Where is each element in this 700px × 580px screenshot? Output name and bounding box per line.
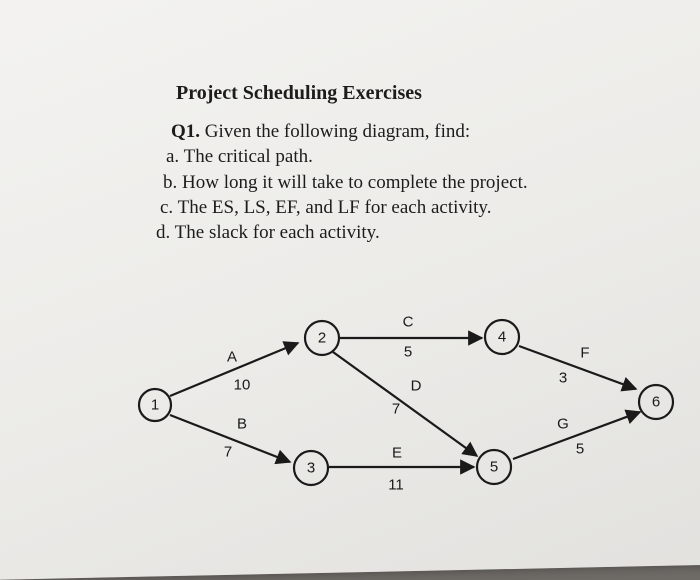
svg-text:4: 4 [497, 328, 507, 346]
part-label: c. [160, 197, 174, 218]
activity-e-name: E [391, 444, 403, 462]
part-label: d. [156, 222, 171, 243]
node-5 [477, 450, 511, 484]
activity-b-name: B [236, 415, 248, 433]
part-label: b. [163, 172, 178, 193]
part-text: The slack for each activity. [174, 222, 380, 243]
svg-text:3: 3 [306, 459, 316, 477]
node-3 [294, 451, 328, 485]
activity-a-duration: 10 [233, 376, 251, 394]
part-text: How long it will take to complete the project. [182, 172, 528, 193]
activity-d-name: D [410, 377, 422, 395]
activity-d-arrow [333, 352, 477, 456]
activity-a-name: A [226, 348, 238, 366]
node-6 [639, 385, 673, 419]
activity-b-duration: 7 [223, 443, 233, 461]
svg-text:1: 1 [150, 396, 160, 414]
svg-text:5: 5 [489, 458, 499, 476]
svg-text:2: 2 [317, 329, 327, 347]
page-title: Project Scheduling Exercises [176, 82, 422, 104]
node-2 [305, 321, 339, 355]
part-text: The ES, LS, EF, and LF for each activity. [177, 197, 492, 218]
activity-c-duration: 5 [403, 343, 413, 361]
svg-text:6: 6 [651, 393, 661, 411]
activity-f-duration: 3 [558, 369, 568, 387]
question-label: Q1. [171, 121, 201, 142]
activity-g-duration: 5 [575, 440, 585, 458]
node-1 [139, 389, 171, 421]
activity-d-duration: 7 [391, 400, 401, 418]
node-4 [485, 320, 519, 354]
part-label: a. [166, 146, 180, 167]
activity-f-name: F [580, 344, 590, 362]
activity-c-name: C [402, 313, 414, 331]
question-text: Given the following diagram, find: [204, 121, 471, 142]
activity-g-name: G [557, 415, 569, 433]
activity-f-arrow [519, 346, 636, 389]
part-text: The critical path. [183, 146, 313, 167]
activity-e-duration: 11 [388, 476, 404, 494]
